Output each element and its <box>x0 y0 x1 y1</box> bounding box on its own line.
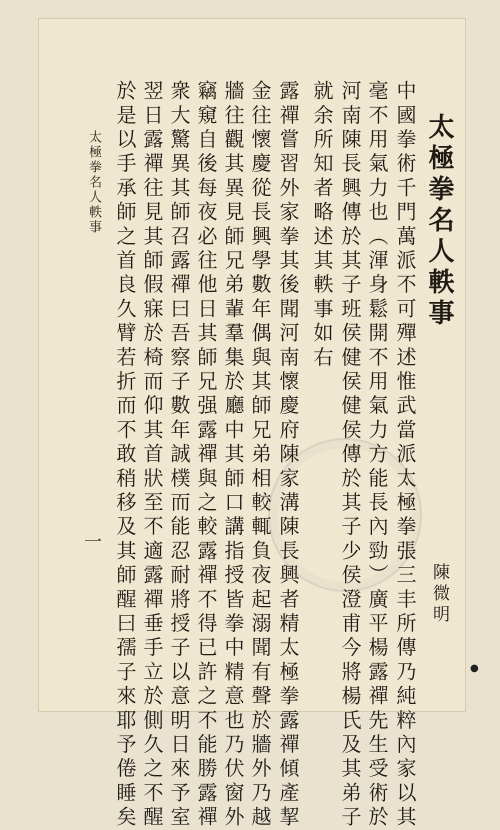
text-column-8: 竊窺自後每夜必往他日其師兄强露禪與之較露禪不得已許之不能勝露禪 <box>194 80 218 830</box>
page-number: 一 <box>84 532 102 553</box>
mark-dot: ● <box>470 663 479 674</box>
text-column-3: 河南陳長興傳於其子班侯健侯健侯傳於其子少侯澄甫今將楊氏及其弟子 <box>338 80 362 830</box>
book-page <box>38 18 479 830</box>
text-column-6: 金往懷慶從長興學數年偶與其師兄弟相較輒負夜起溺聞有聲於牆外乃越 <box>248 80 272 830</box>
text-column-9: 衆大驚異其師召露禪曰吾察子數年誠樸而能忍耐將授子以意明日來予室 <box>167 80 191 830</box>
text-column-1: 中國拳術千門萬派不可殫述惟武當派太極拳張三丰所傳乃純粹內家以其 <box>393 80 417 830</box>
text-column-10: 翌日露禪往見其師假寐於椅而仰其首狀至不適露禪垂手立於側久之不醒 <box>140 80 164 830</box>
author-name: 陳微明 <box>429 563 449 626</box>
running-head: 太極拳名人軼事 <box>86 130 101 235</box>
text-column-2: 毫不用氣力也（渾身鬆開不用氣力方能長內勁）廣平楊露禪先生受術於 <box>365 80 389 830</box>
text-column-11: 於是以手承師之首良久臂若折而不敢稍移及其師醒曰孺子來耶予倦睡矣 <box>113 80 137 830</box>
text-column-7: 牆往觀其異見師兄弟輩羣集於廳中其師口講指授皆拳中精意也乃伏窗外 <box>221 80 245 830</box>
text-column-4: 就余所知者略述其軼事如右 <box>310 80 334 371</box>
text-column-5: 露禪嘗習外家拳其後聞河南懷慶府陳家溝陳長興者精太極拳露禪傾產挈 <box>276 80 300 830</box>
page-title: 太極拳名人軼事 <box>424 113 454 330</box>
